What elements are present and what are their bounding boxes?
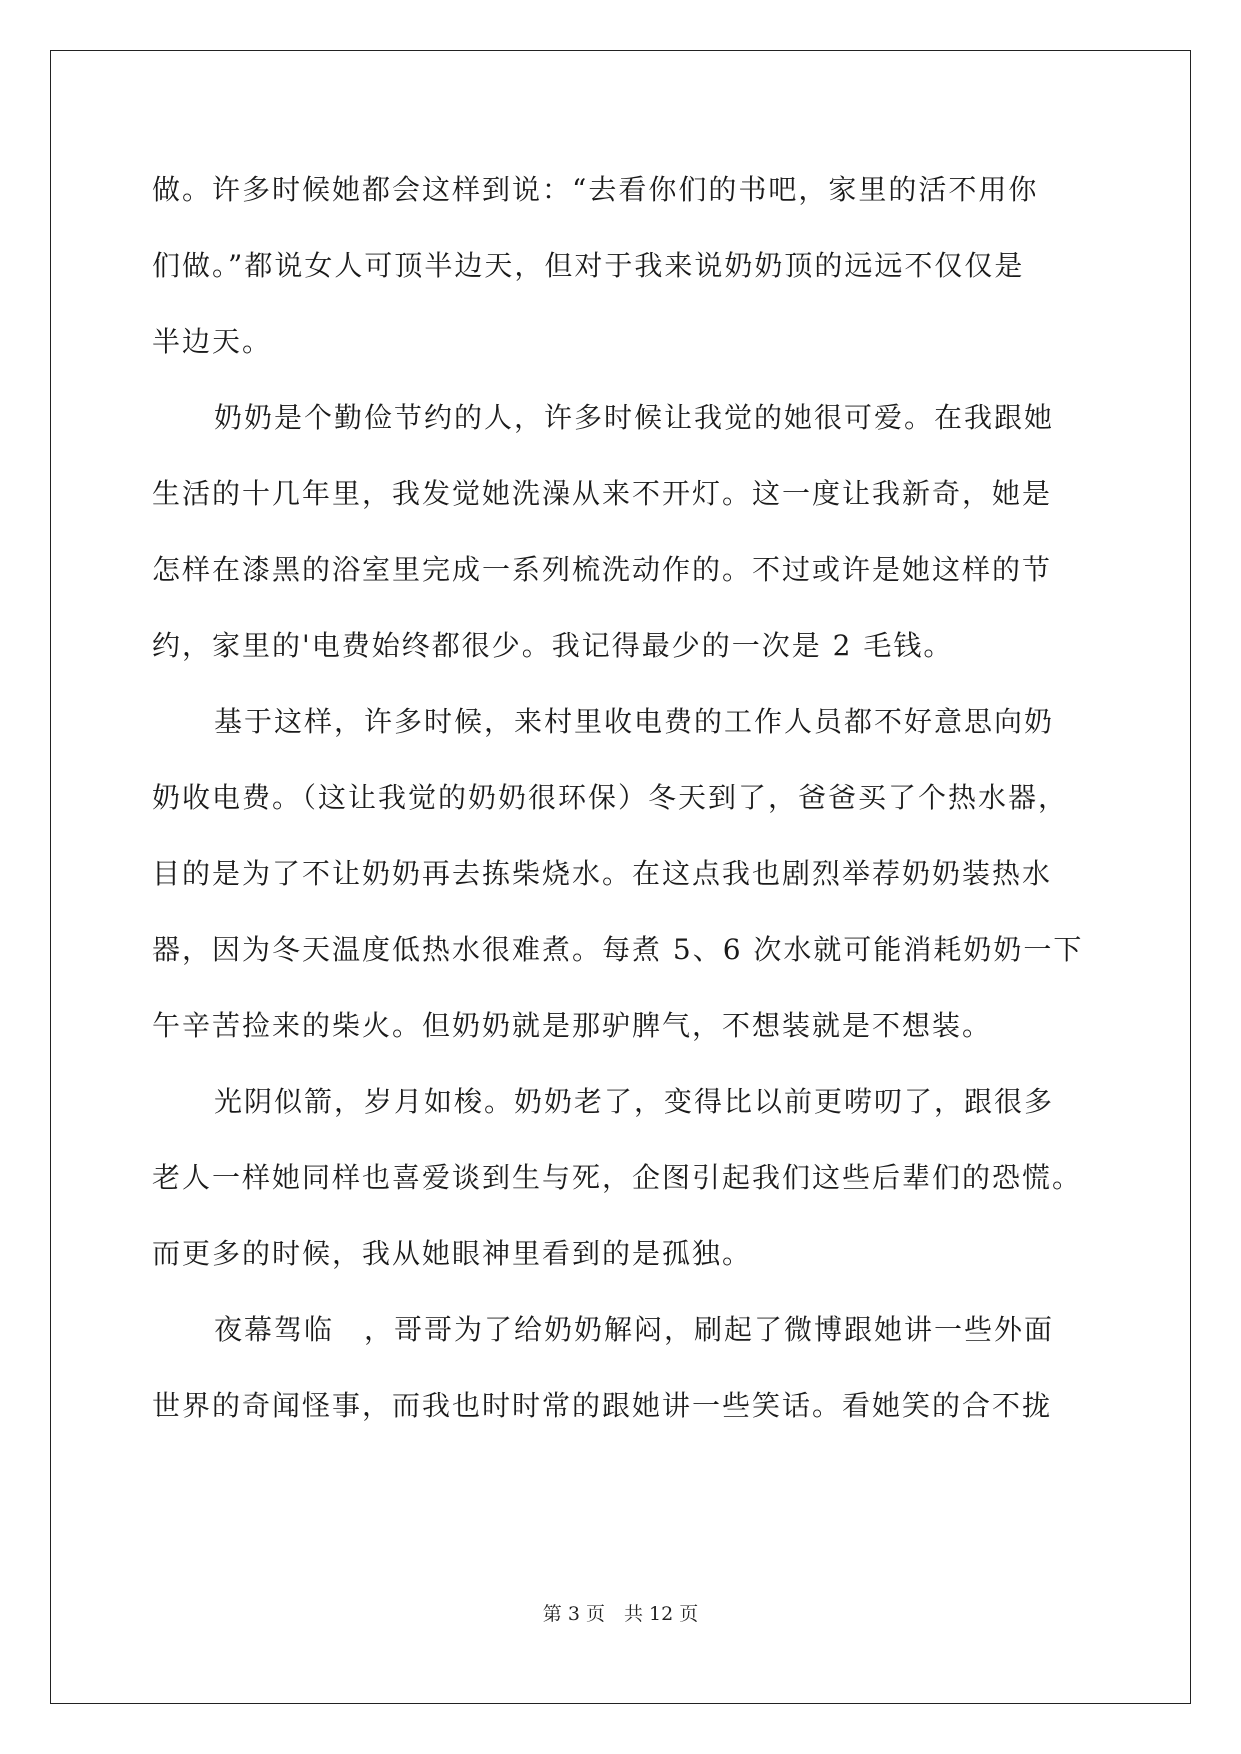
paragraph-first-line: 光阴似箭，岁月如梭。奶奶老了，变得比以前更唠叨了，跟很多 — [214, 1085, 1055, 1118]
text-line: 世界的奇闻怪事，而我也时时常的跟她讲一些笑话。看她笑的合不拢 — [152, 1389, 1053, 1422]
paragraph-first-line: 奶奶是个勤俭节约的人，许多时候让我觉的她很可爱。在我跟她 — [214, 401, 1055, 434]
paragraph-first-line: 夜幕驾临 ，哥哥为了给奶奶解闷，刷起了微博跟她讲一些外面 — [214, 1313, 1055, 1346]
text-line: 而更多的时候，我从她眼神里看到的是孤独。 — [152, 1237, 753, 1270]
text-line: 们做。”都说女人可顶半边天，但对于我来说奶奶顶的远远不仅仅是 — [152, 249, 1025, 282]
body-text — [152, 152, 1092, 1444]
text-line: 器，因为冬天温度低热水很难煮。每煮 5、6 次水就可能消耗奶奶一下 — [152, 933, 1084, 966]
paragraph-first-line: 基于这样，许多时候，来村里收电费的工作人员都不好意思向奶 — [214, 705, 1055, 738]
page-number: 第 3 页 共 12 页 — [542, 1603, 699, 1625]
text-line: 老人一样她同样也喜爱谈到生与死，企图引起我们这些后辈们的恐慌。 — [152, 1161, 1083, 1194]
text-line: 做。许多时候她都会这样到说：“去看你们的书吧，家里的活不用你 — [152, 173, 1039, 206]
text-line: 半边天。 — [152, 325, 273, 358]
text-line: 目的是为了不让奶奶再去拣柴烧水。在这点我也剧烈举荐奶奶装热水 — [152, 857, 1053, 890]
text-line: 怎样在漆黑的浴室里完成一系列梳洗动作的。不过或许是她这样的节 — [152, 553, 1053, 586]
text-line: 生活的十几年里，我发觉她洗澡从来不开灯。这一度让我新奇，她是 — [152, 477, 1053, 510]
text-line: 奶收电费。（这让我觉的奶奶很环保）冬天到了，爸爸买了个热水器， — [152, 781, 1069, 814]
text-line: 午辛苦捡来的柴火。但奶奶就是那驴脾气，不想装就是不想装。 — [152, 1009, 993, 1042]
text-line: 约，家里的'电费始终都很少。我记得最少的一次是 2 毛钱。 — [152, 629, 954, 662]
